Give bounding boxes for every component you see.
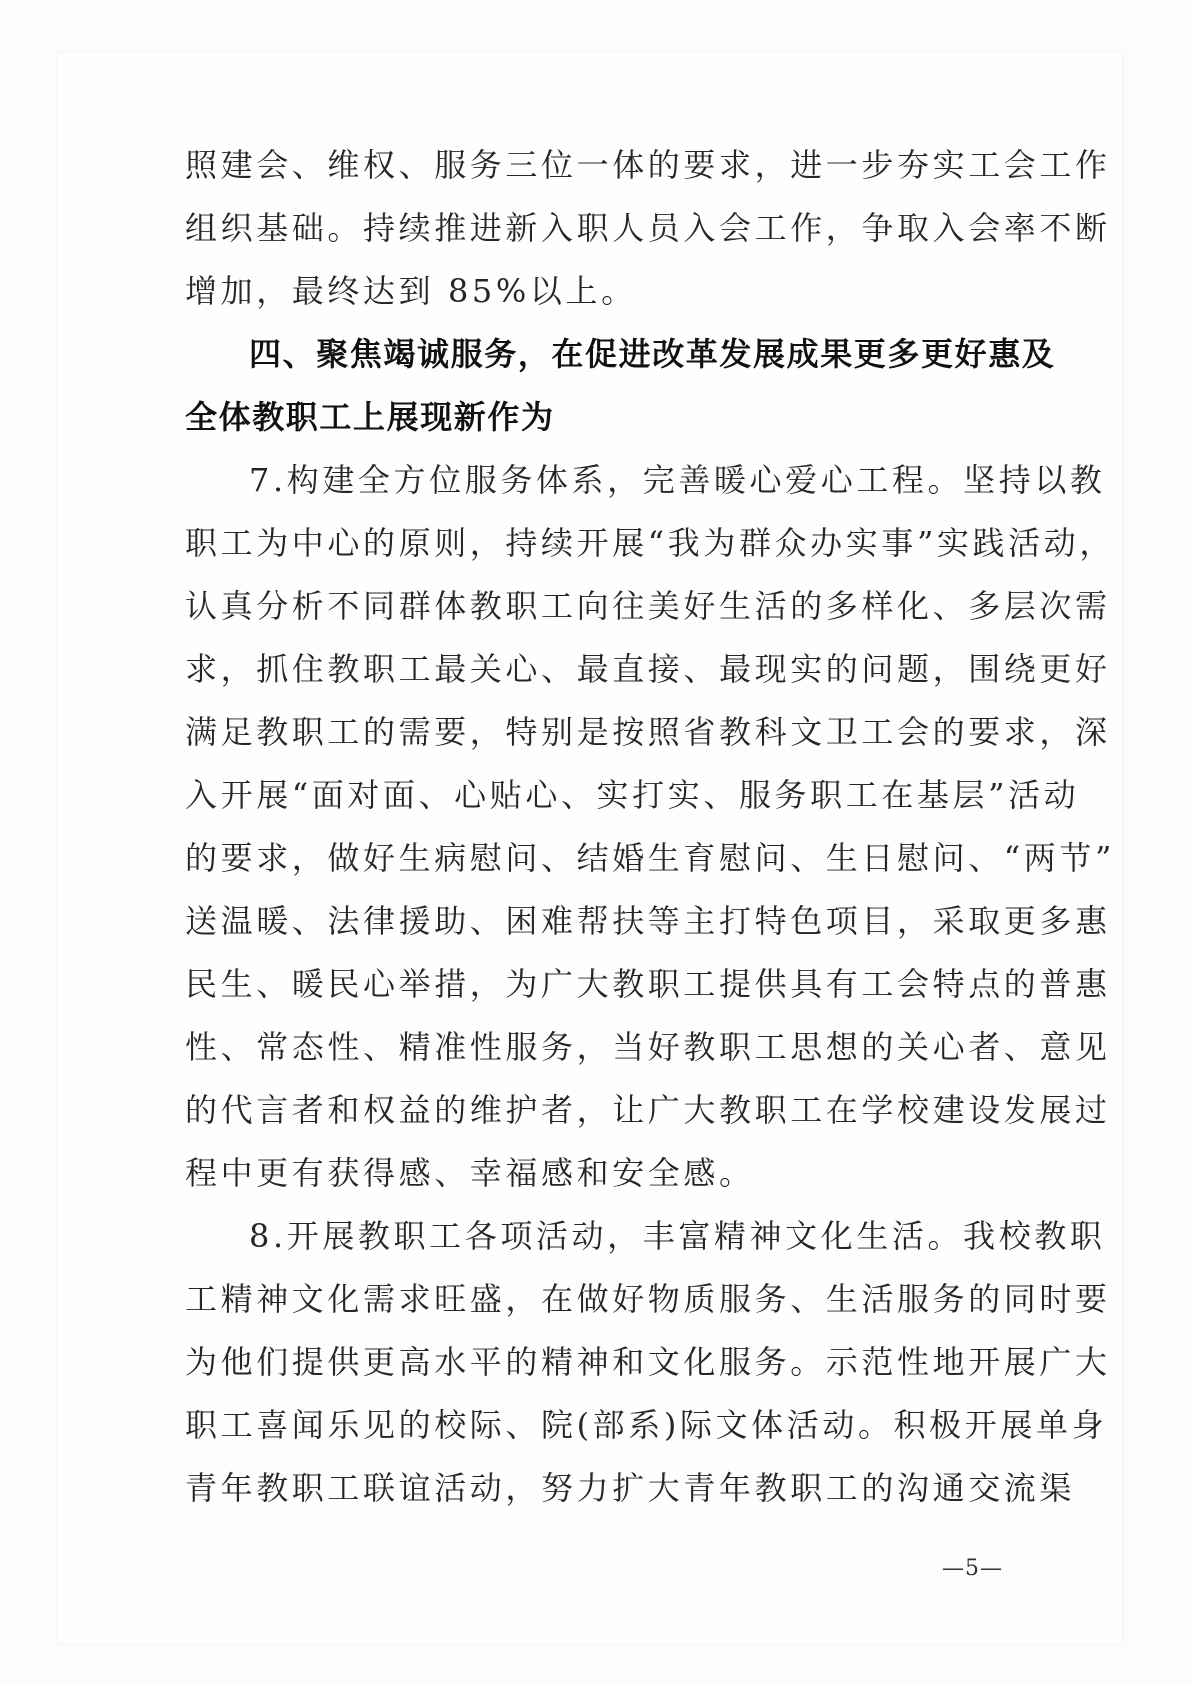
paragraph-line: 7.构建全方位服务体系，完善暖心爱心工程。坚持以教 — [249, 461, 1106, 499]
paragraph-line: 民生、暖民心举措，为广大教职工提供具有工会特点的普惠 — [185, 965, 1111, 1003]
paragraph-line: 青年教职工联谊活动，努力扩大青年教职工的沟通交流渠 — [185, 1469, 1076, 1507]
paragraph-line: 程中更有获得感、幸福感和安全感。 — [185, 1154, 755, 1192]
section-heading: 四、聚焦竭诚服务，在促进改革发展成果更多更好惠及 — [249, 335, 1056, 373]
paragraph-line: 求，抓住教职工最关心、最直接、最现实的问题，围绕更好 — [185, 650, 1111, 688]
paragraph-line: 工精神文化需求旺盛，在做好物质服务、生活服务的同时要 — [185, 1280, 1111, 1318]
paragraph-line: 的代言者和权益的维护者，让广大教职工在学校建设发展过 — [185, 1091, 1111, 1129]
paragraph-line: 送温暖、法律援助、困难帮扶等主打特色项目，采取更多惠 — [185, 902, 1111, 940]
paragraph-line: 职工为中心的原则，持续开展“我为群众办实事”实践活动， — [185, 524, 1115, 562]
paragraph-line: 组织基础。持续推进新入职人员入会工作，争取入会率不断 — [185, 209, 1111, 247]
paragraph-line: 职工喜闻乐见的校际、院(部系)际文体活动。积极开展单身 — [185, 1406, 1108, 1444]
paragraph-line: 增加，最终达到 85%以上。 — [185, 272, 637, 310]
paragraph-line: 认真分析不同群体教职工向往美好生活的多样化、多层次需 — [185, 587, 1111, 625]
paragraph-line: 性、常态性、精准性服务，当好教职工思想的关心者、意见 — [185, 1028, 1111, 1066]
page-number: —5— — [942, 1556, 1003, 1581]
section-heading: 全体教职工上展现新作为 — [185, 398, 555, 436]
paragraph-line: 满足教职工的需要，特别是按照省教科文卫工会的要求，深 — [185, 713, 1111, 751]
paragraph-line: 为他们提供更高水平的精神和文化服务。示范性地开展广大 — [185, 1343, 1111, 1381]
paragraph-line: 照建会、维权、服务三位一体的要求，进一步夯实工会工作 — [185, 146, 1111, 184]
paragraph-line: 8.开展教职工各项活动，丰富精神文化生活。我校教职 — [249, 1217, 1106, 1255]
paragraph-line: 入开展“面对面、心贴心、实打实、服务职工在基层”活动 — [185, 776, 1080, 814]
paragraph-line: 的要求，做好生病慰问、结婚生育慰问、生日慰问、“两节” — [185, 839, 1115, 877]
